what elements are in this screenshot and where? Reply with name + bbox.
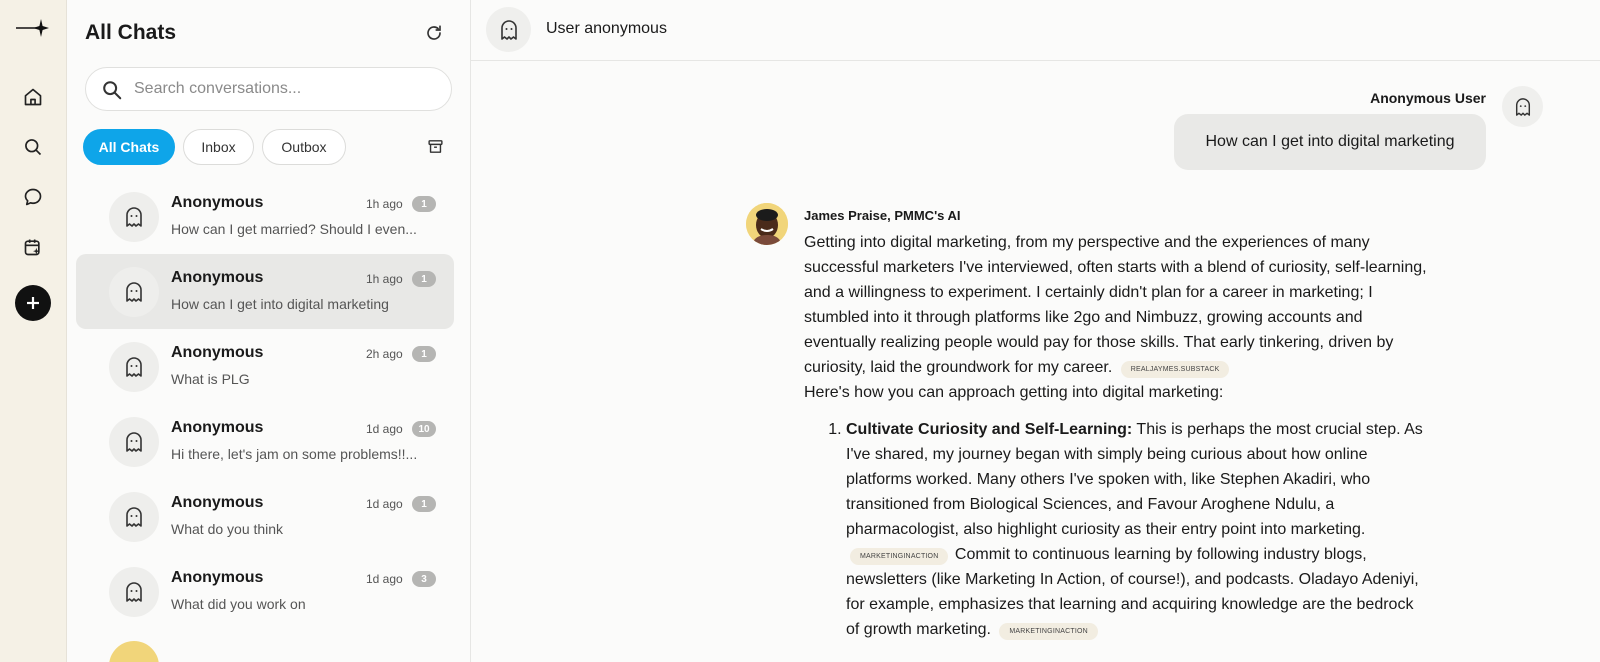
chat-preview: What is PLG <box>171 371 250 387</box>
avatar <box>109 641 159 662</box>
search-icon <box>101 79 123 101</box>
home-icon[interactable] <box>16 80 50 114</box>
chat-preview: Hi there, let's jam on some problems!!... <box>171 446 418 462</box>
chat-preview: What do you think <box>171 521 284 537</box>
user-message: How can I get into digital marketing <box>1174 114 1486 170</box>
chat-list-item[interactable] <box>76 554 454 629</box>
unread-count-badge: 10 <box>412 421 436 437</box>
ai-intro-text: Getting into digital marketing, from my perspective and the experiences of many successful marketers I've interviewed, often starts with a blend of curiosity, self-learning, and a willingness to experiment. I certainly didn't plan for a career in marketing; I stumbled into it through platforms like 2go and Nimbuzz, growing accounts and eventually realizing people would pay for those skills. That early tinkering, driven by curiosity, laid the groundwork for my career. <box>804 234 1427 376</box>
step-text: This is perhaps the most crucial step. As I've shared, my journey began with simply being curious about how online platforms worked. Many others I've spoken with, like Stephen Akadiri, who transitioned from Biological Sciences, and Favour Aroghene Ndulu, a pharmacologist, also highlight curiosity as their entry point into marketing. <box>846 421 1423 538</box>
step-text: Commit to continuous learning by following industry blogs, newsletters (like Marketing In Action, of course!), and podcasts. Oladayo Adeniyi, for example, emphasizes that learning and acquiring knowledge are the bedrock of growth marketing. <box>846 546 1419 638</box>
chat-list-item[interactable] <box>76 479 454 554</box>
list-item[interactable] <box>76 628 454 662</box>
chat-name: Anonymous <box>171 494 264 511</box>
ghost-icon <box>109 192 159 242</box>
logo-icon[interactable] <box>15 17 51 39</box>
source-tag[interactable]: REALJAYMES.SUBSTACK <box>1121 361 1230 378</box>
unread-count-badge: 1 <box>412 196 436 212</box>
source-tag[interactable]: MARKETINGINACTION <box>850 548 948 565</box>
search-icon[interactable] <box>16 130 50 164</box>
chat-list-item[interactable] <box>76 254 454 329</box>
chat-list-item[interactable] <box>76 404 454 479</box>
refresh-icon[interactable] <box>423 22 445 44</box>
plus-icon <box>25 295 41 311</box>
left-rail <box>0 0 67 662</box>
chat-time: 1d ago <box>366 497 403 511</box>
chat-icon[interactable] <box>16 180 50 214</box>
filter-all-chats[interactable]: All Chats <box>83 129 175 165</box>
chat-name: Anonymous <box>171 344 264 361</box>
avatar <box>746 203 788 245</box>
calendar-sparkle-icon[interactable] <box>16 230 50 264</box>
ghost-icon <box>109 567 159 617</box>
search-input[interactable] <box>134 68 434 110</box>
chat-name: Anonymous <box>171 194 264 211</box>
chat-name: Anonymous <box>171 569 264 586</box>
chat-name: Anonymous <box>171 269 264 286</box>
chat-time: 1h ago <box>366 197 403 211</box>
conversation-title: User anonymous <box>546 20 667 37</box>
search-box <box>85 67 452 111</box>
conversation-header <box>471 0 1600 61</box>
ai-message <box>804 230 1429 642</box>
ghost-icon <box>109 267 159 317</box>
ghost-icon <box>109 342 159 392</box>
ai-intro <box>804 230 1429 380</box>
unread-count-badge: 1 <box>412 271 436 287</box>
ghost-icon <box>1502 86 1543 127</box>
new-chat-button[interactable] <box>15 285 51 321</box>
source-tag[interactable]: MARKETINGINACTION <box>999 623 1097 640</box>
chat-list-item[interactable] <box>76 179 454 254</box>
archive-icon[interactable] <box>425 136 445 156</box>
unread-count-badge: 3 <box>412 571 436 587</box>
filter-outbox[interactable]: Outbox <box>262 129 346 165</box>
ghost-icon <box>109 417 159 467</box>
filter-inbox[interactable]: Inbox <box>183 129 254 165</box>
chat-time: 1d ago <box>366 422 403 436</box>
conversation-pane <box>471 0 1600 662</box>
chat-preview: How can I get married? Should I even... <box>171 221 417 237</box>
chat-preview: How can I get into digital marketing <box>171 296 389 312</box>
chat-list-item[interactable] <box>76 329 454 404</box>
ghost-icon <box>109 492 159 542</box>
unread-count-badge: 1 <box>412 346 436 362</box>
page-title: All Chats <box>85 21 177 44</box>
unread-count-badge: 1 <box>412 496 436 512</box>
list-item <box>846 417 1429 642</box>
ghost-icon <box>486 7 531 52</box>
chat-time: 1h ago <box>366 272 403 286</box>
chat-name: Anonymous <box>171 419 264 436</box>
steps-list <box>846 417 1429 642</box>
chat-list-panel <box>67 0 471 662</box>
ai-approach: Here's how you can approach getting into digital marketing: <box>804 384 1224 401</box>
user-name: Anonymous User <box>1370 90 1486 106</box>
ai-name: James Praise, PMMC's AI <box>804 208 961 223</box>
chat-preview: What did you work on <box>171 596 306 612</box>
step-title: Cultivate Curiosity and Self-Learning: <box>846 421 1133 438</box>
chat-time: 1d ago <box>366 572 403 586</box>
chat-time: 2h ago <box>366 347 403 361</box>
